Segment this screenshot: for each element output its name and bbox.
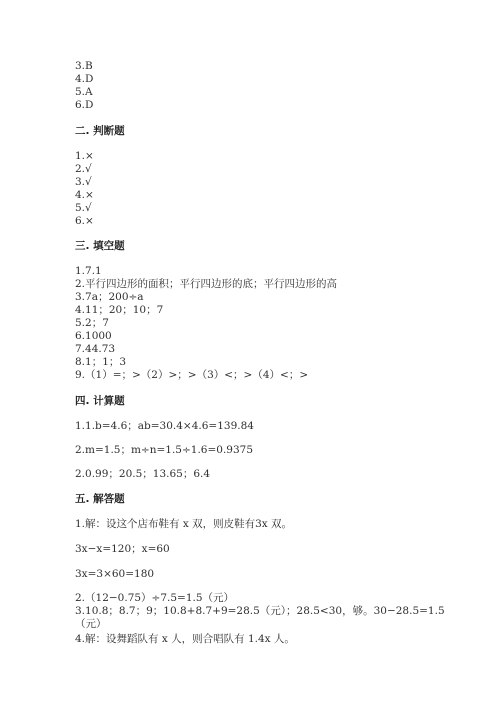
- answer-line: 4.D: [75, 73, 94, 85]
- answer-line: 3.10.8；8.7；9；10.8+8.7+9=28.5（元）；28.5<30，够。30−28.5=1.5: [75, 605, 445, 617]
- answer-line: 5.2；7: [75, 317, 109, 329]
- answer-line: 2.m=1.5；m÷n=1.5÷1.6=0.9375: [75, 444, 254, 456]
- answer-line: 1.7.1: [75, 265, 102, 277]
- answer-line: 3.7a；200÷a: [75, 291, 144, 303]
- answer-line: 5.√: [75, 202, 92, 214]
- section-heading-judgement: 二. 判断题: [75, 125, 125, 137]
- answer-line: 2.平行四边形的面积；平行四边形的底；平行四边形的高: [75, 278, 338, 290]
- answer-line: 9.（1）=；>（2）>；>（3）<；>（4）<；>: [75, 369, 309, 381]
- section-heading-calculation: 四. 计算题: [75, 395, 125, 407]
- section-heading-fill-blank: 三. 填空题: [75, 240, 125, 252]
- answer-line: 3x=3×60=180: [75, 568, 155, 580]
- answer-line: 2.（12−0.75）÷7.5=1.5（元）: [75, 592, 235, 604]
- answer-line: 2.√: [75, 163, 92, 175]
- answer-line: 8.1；1；3: [75, 356, 127, 368]
- answer-line: 6.D: [75, 99, 94, 111]
- answer-line: 4.解：设舞蹈队有 x 人，则合唱队有 1.4x 人。: [75, 633, 295, 645]
- answer-line: （元）: [75, 618, 107, 630]
- section-heading-solutions: 五. 解答题: [75, 493, 125, 505]
- answer-line: 3.√: [75, 176, 92, 188]
- answer-line: 5.A: [75, 86, 93, 98]
- answer-line: 1.×: [75, 150, 94, 162]
- answer-line: 6.1000: [75, 330, 112, 342]
- answer-line: 7.44.73: [75, 343, 116, 355]
- answer-line: 3.B: [75, 60, 93, 72]
- answer-line: 2.0.99；20.5；13.65；6.4: [75, 468, 211, 480]
- answer-line: 4.11；20；10；7: [75, 304, 164, 316]
- answer-line: 3x−x=120；x=60: [75, 543, 170, 555]
- answer-line: 6.×: [75, 215, 94, 227]
- answer-line: 1.1.b=4.6；ab=30.4×4.6=139.84: [75, 420, 254, 432]
- answer-line: 4.×: [75, 189, 94, 201]
- answer-line: 1.解：设这个店布鞋有 x 双，则皮鞋有3x 双。: [75, 518, 293, 530]
